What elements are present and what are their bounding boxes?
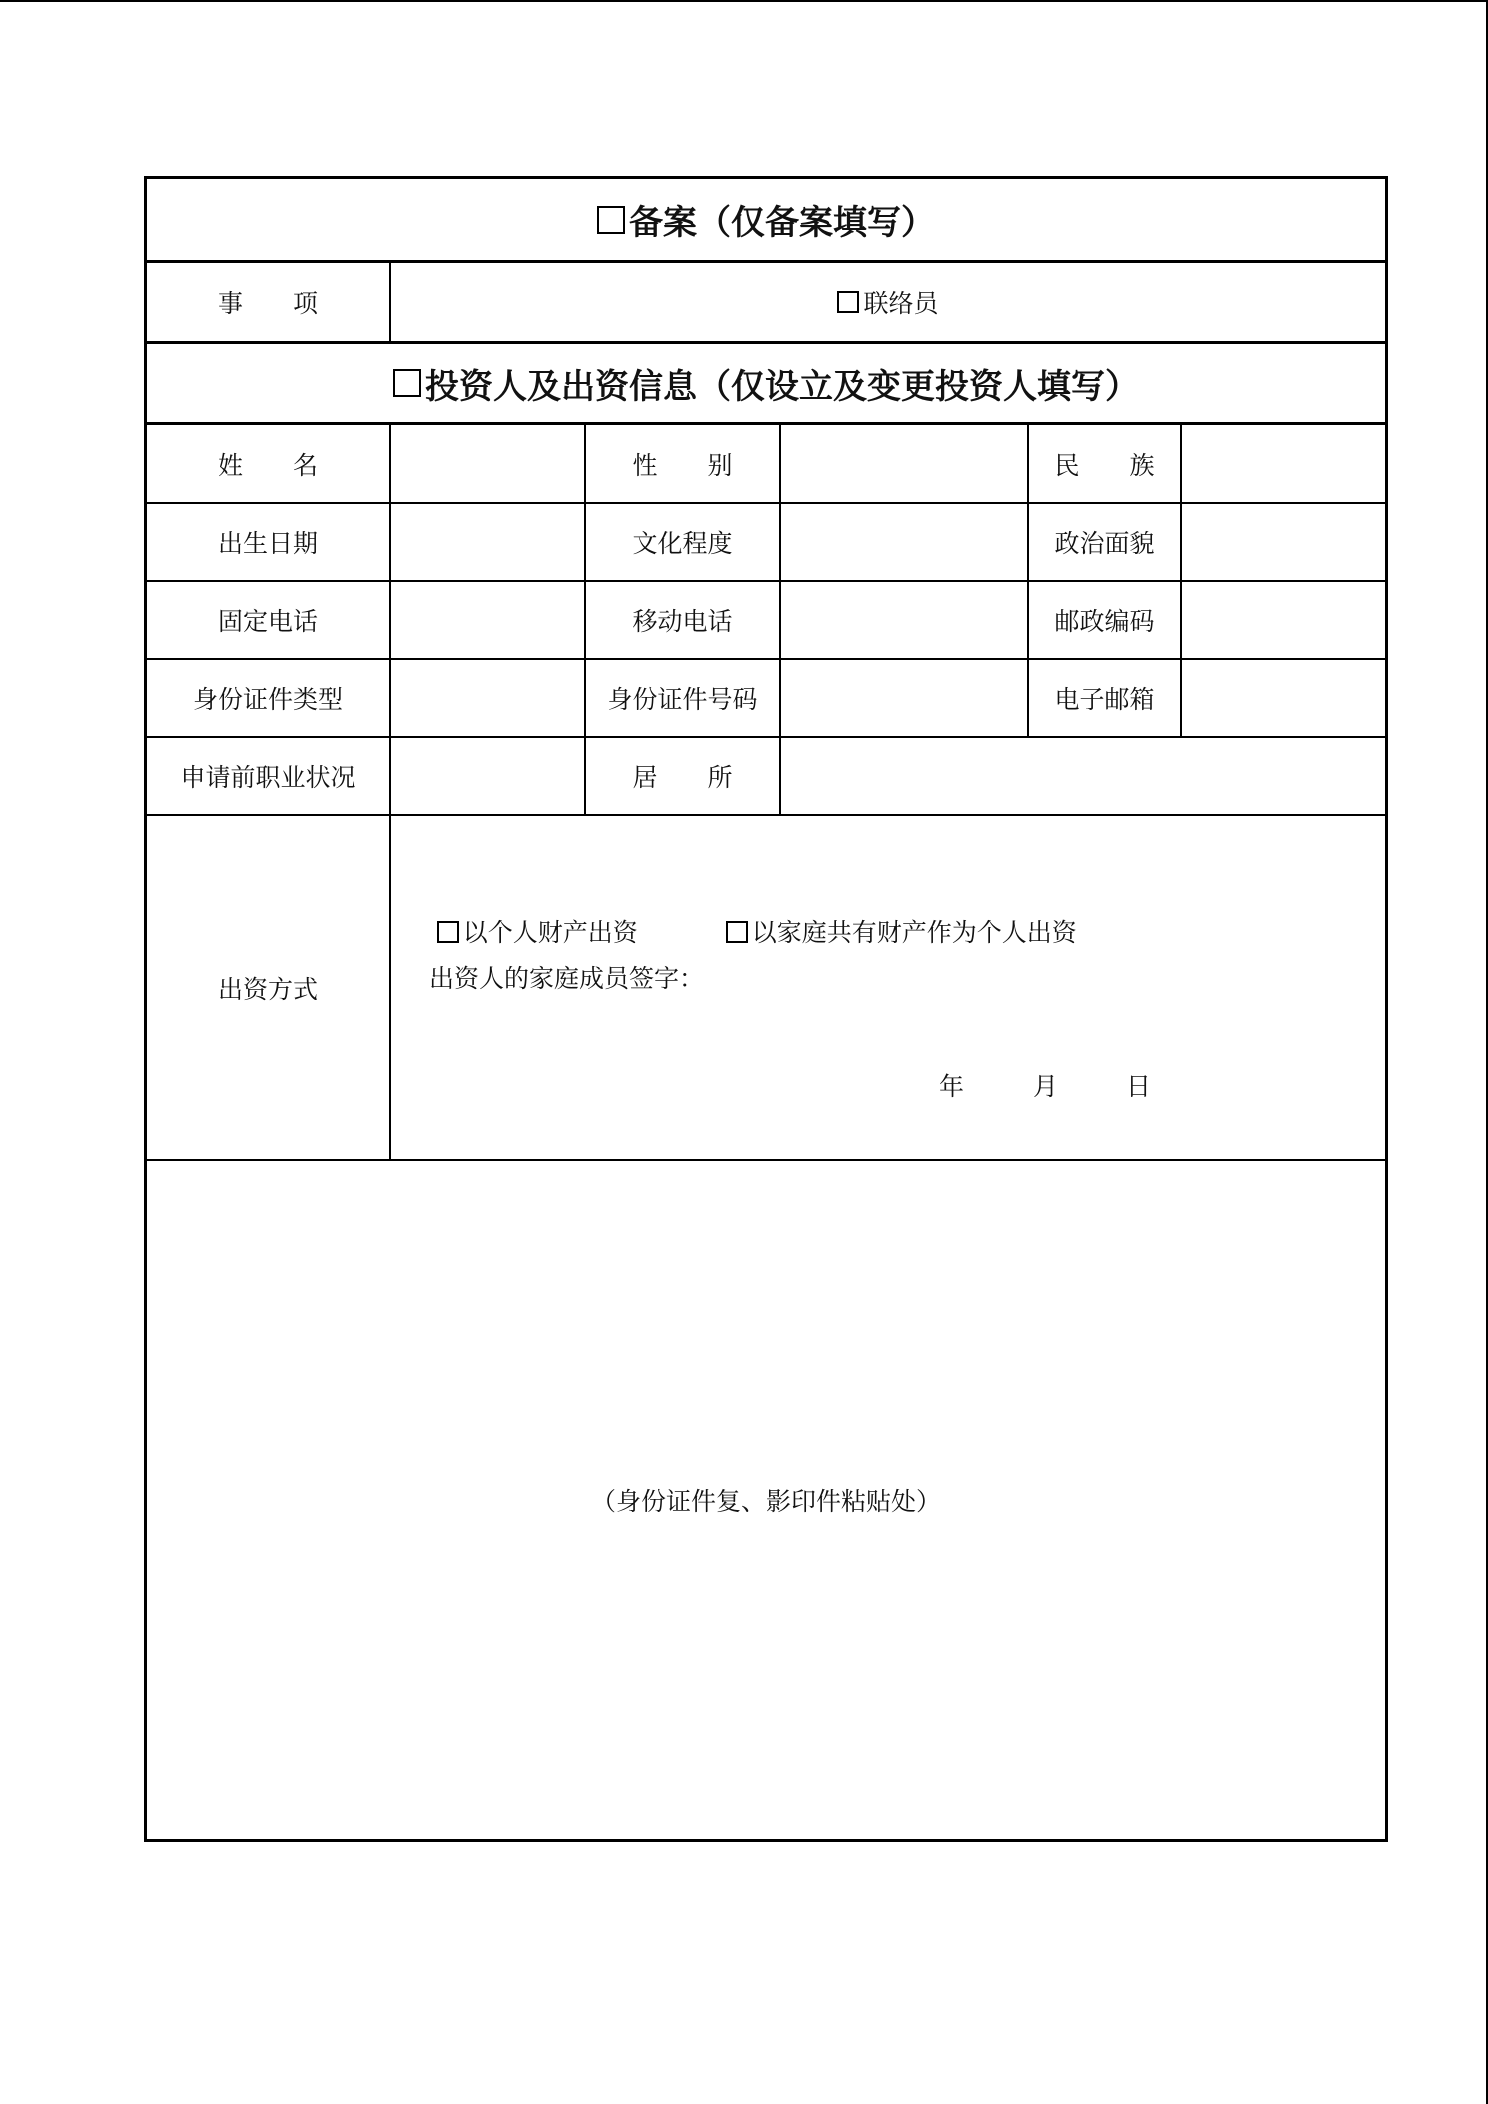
date-month-label: 月: [1033, 1072, 1059, 1101]
personal-property-checkbox[interactable]: [437, 921, 459, 943]
education-label: 文化程度: [632, 529, 733, 558]
family-signature-field[interactable]: [792, 954, 1292, 990]
page-top-border: [0, 0, 1488, 2]
gender-input[interactable]: [781, 425, 1027, 502]
email-input[interactable]: [1182, 660, 1385, 736]
investor-checkbox[interactable]: [393, 369, 421, 397]
record-title-text: 备案（仅备案填写）: [629, 203, 935, 243]
id-type-label: 身份证件类型: [192, 685, 343, 714]
date-day-label: 日: [1126, 1072, 1152, 1101]
id-number-label: 身份证件号码: [607, 685, 758, 714]
family-property-checkbox[interactable]: [726, 921, 748, 943]
liaison-checkbox[interactable]: [837, 291, 859, 313]
mobile-label: 移动电话: [632, 607, 733, 636]
postal-code-label: 邮政编码: [1054, 607, 1155, 636]
family-property-label: 以家庭共有财产作为个人出资: [751, 918, 1077, 947]
name-label: 姓 名: [217, 450, 318, 480]
personal-property-label: 以个人财产出资: [462, 918, 638, 947]
education-input[interactable]: [781, 504, 1027, 580]
residence-input[interactable]: [781, 738, 1385, 814]
birth-date-input[interactable]: [391, 504, 584, 580]
email-label: 电子邮箱: [1054, 685, 1155, 714]
investor-info-form: [144, 176, 1388, 1842]
family-signature-label: 出资人的家庭成员签字：: [429, 964, 705, 993]
ethnicity-label: 民 族: [1054, 450, 1155, 480]
landline-label: 固定电话: [217, 607, 318, 636]
ethnicity-input[interactable]: [1182, 425, 1385, 502]
id-number-input[interactable]: [781, 660, 1027, 736]
id-copy-paste-area: （身份证件复、影印件粘贴处）: [590, 1487, 941, 1516]
prior-occupation-input[interactable]: [391, 738, 584, 814]
political-status-input[interactable]: [1182, 504, 1385, 580]
investor-title-text: 投资人及出资信息（仅设立及变更投资人填写）: [425, 366, 1139, 407]
liaison-label: 联络员: [863, 289, 939, 318]
political-status-label: 政治面貌: [1054, 529, 1155, 558]
gender-label: 性 别: [632, 450, 733, 480]
name-input[interactable]: [391, 425, 584, 502]
contribution-method-label: 出资方式: [217, 974, 318, 1004]
residence-label: 居 所: [632, 763, 733, 792]
prior-occupation-label: 申请前职业状况: [180, 763, 356, 792]
birth-date-label: 出生日期: [217, 529, 318, 558]
matter-label: 事 项: [217, 289, 318, 318]
landline-input[interactable]: [391, 582, 584, 658]
mobile-input[interactable]: [781, 582, 1027, 658]
matter-value: [391, 263, 1385, 341]
date-year-label: 年: [939, 1072, 965, 1101]
investor-section-title: [147, 344, 1385, 422]
id-type-input[interactable]: [391, 660, 584, 736]
record-checkbox[interactable]: [597, 206, 625, 234]
record-section-title: [147, 179, 1385, 260]
postal-code-input[interactable]: [1182, 582, 1385, 658]
